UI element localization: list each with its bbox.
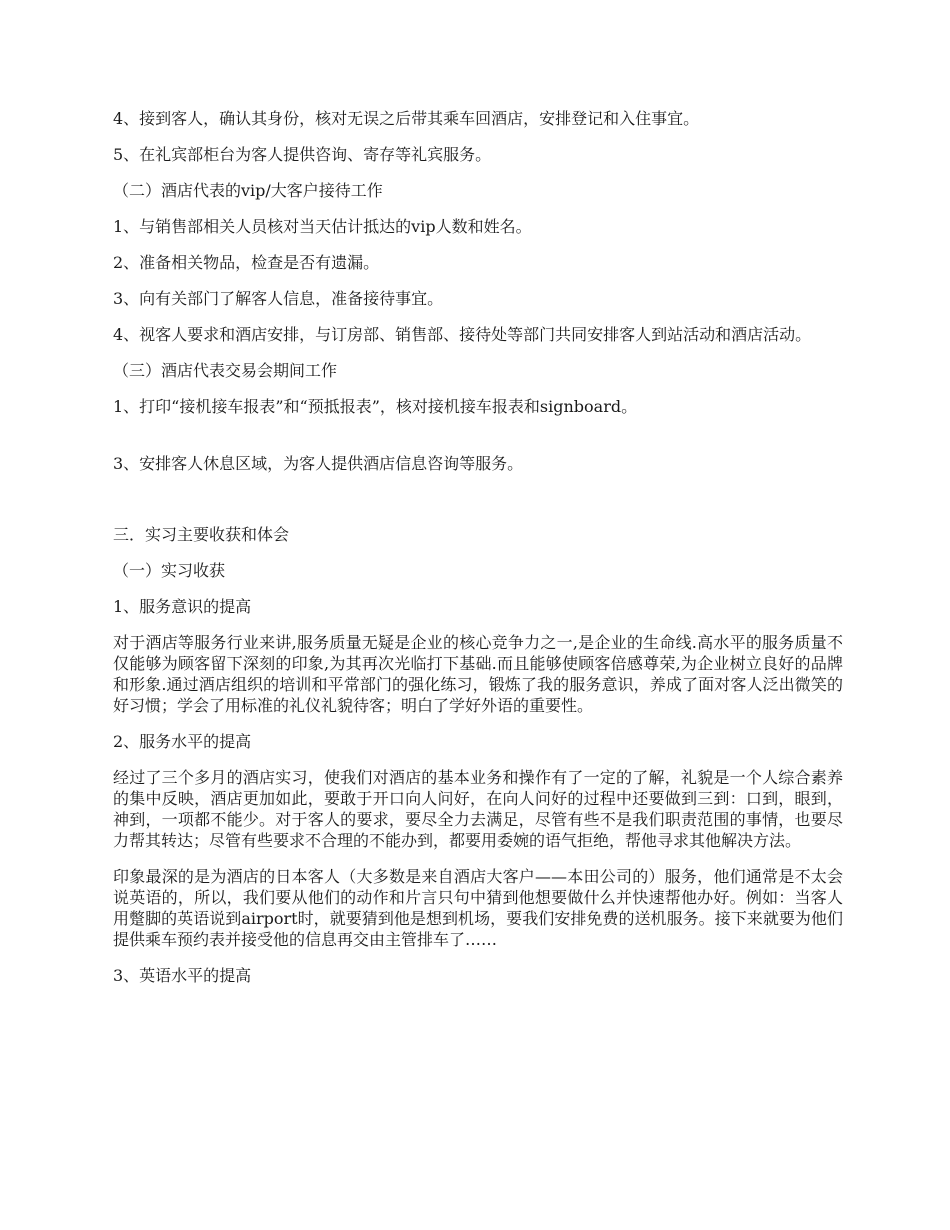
- vip-step-3: 3、向有关部门了解客人信息，准备接待事宜。: [113, 289, 444, 308]
- japanese-guests-paragraph: 印象最深的是为酒店的日本客人（大多数是来自酒店大客户——本田公司的）服务，他们通常是不太会说英语的，所以，我们要从他们的动作和片言只句中猜到他想要做什么并快速帮他办好。例如：当客人用蹩脚的英语说到airport时，就要猜到他是想到机场，要我们安排免费的送机服务。接下来就要为他们提供乘车预约表并接受他的信息再交由主管排车了……: [113, 867, 843, 949]
- spacer: [113, 489, 843, 524]
- section-2-heading: （二）酒店代表的vip/大客户接待工作: [113, 181, 383, 200]
- vip-step-1: 1、与销售部相关人员核对当天估计抵达的vip人数和姓名。: [113, 217, 532, 236]
- service-awareness-paragraph: 对于酒店等服务行业来讲,服务质量无疑是企业的核心竞争力之一,是企业的生命线.高水平的服务质量不仅能够为顾客留下深刻的印象,为其再次光临打下基础.而且能够使顾客倍感尊荣,为企业树立良好的品牌和形象.通过酒店组织的培训和平常部门的强化练习，锻炼了我的服务意识，养成了面对客人泛出微笑的好习惯；学会了用标准的礼仪礼貌待客；明白了学好外语的重要性。: [113, 633, 843, 715]
- english-level-heading: 3、英语水平的提高: [113, 966, 252, 985]
- document-page: [113, 108, 843, 1001]
- service-awareness-heading: 1、服务意识的提高: [113, 597, 252, 616]
- step-4-pickup: 4、接到客人，确认其身份，核对无误之后带其乘车回酒店，安排登记和入住事宜。: [113, 109, 700, 128]
- service-level-paragraph: 经过了三个多月的酒店实习，使我们对酒店的基本业务和操作有了一定的了解，礼貌是一个人综合素养的集中反映，酒店更加如此，要敢于开口向人问好，在向人问好的过程中还要做到三到：口到，眼到，神到，一项都不能少。对于客人的要求，要尽全力去满足，尽管有些不是我们职责范围的事情，也要尽力帮其转达；尽管有些要求不合理的不能办到，都要用委婉的语气拒绝，帮他寻求其他解决方法。: [113, 768, 843, 850]
- vip-step-2: 2、准备相关物品，检查是否有遗漏。: [113, 253, 380, 272]
- fair-step-3: 3、安排客人休息区域，为客人提供酒店信息咨询等服务。: [113, 454, 524, 473]
- step-5-concierge: 5、在礼宾部柜台为客人提供咨询、寄存等礼宾服务。: [113, 145, 492, 164]
- fair-step-1: 1、打印“接机接车报表”和“预抵报表”，核对接机接车报表和signboard。: [113, 397, 638, 416]
- spacer: [113, 432, 843, 453]
- service-level-heading: 2、服务水平的提高: [113, 732, 252, 751]
- gains-heading: （一）实习收获: [113, 561, 226, 580]
- vip-step-4: 4、视客人要求和酒店安排，与订房部、销售部、接待处等部门共同安排客人到站活动和酒店活动。: [113, 325, 812, 344]
- part-3-heading: 三．实习主要收获和体会: [113, 525, 290, 544]
- section-3-heading: （三）酒店代表交易会期间工作: [113, 361, 338, 380]
